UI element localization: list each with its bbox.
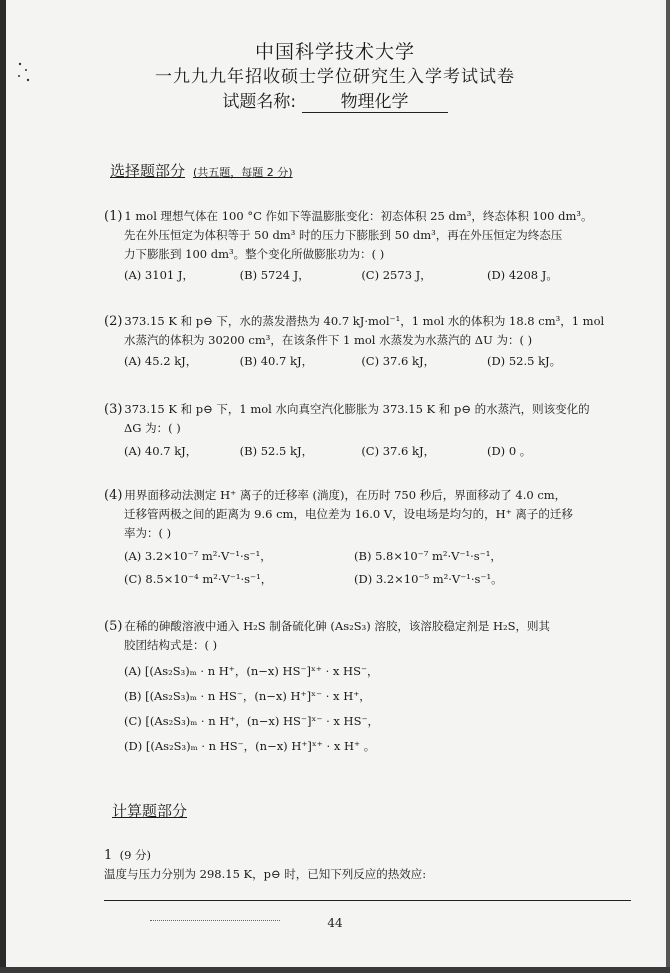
option-c: (C) 8.5×10⁻⁴ m²·V⁻¹·s⁻¹， bbox=[124, 572, 273, 586]
question-text-line: 率为：( ) bbox=[124, 526, 172, 540]
options-grid bbox=[104, 547, 652, 589]
question-1 bbox=[104, 207, 652, 285]
section-choice-label: 选择题部分 bbox=[110, 162, 186, 180]
exam-title: 一九九九年招收硕士学位研究生入学考试试卷 bbox=[155, 67, 515, 87]
question-text-line: 在稀的砷酸溶液中通入 H₂S 制备硫化砷 (As₂S₃) 溶胶，该溶胶稳定剂是 H₂S，则其 bbox=[124, 619, 551, 633]
question-4 bbox=[104, 486, 652, 589]
option-d: (D) 52.5 kJ。 bbox=[486, 354, 562, 368]
question-text-line: 水蒸汽的体积为 30200 cm³，在该条件下 1 mol 水蒸发为水蒸汽的 ΔU 为：( ) bbox=[124, 333, 533, 347]
option-d: (D) 3.2×10⁻⁵ m²·V⁻¹·s⁻¹。 bbox=[354, 572, 503, 586]
option-b: (B) 52.5 kJ， bbox=[239, 444, 314, 458]
option-b: (B) [(As₂S₃)ₘ · n HS⁻，(n−x) H⁺]ˣ⁻ · x H⁺， bbox=[124, 689, 371, 703]
question-text-line: 1 mol 理想气体在 100 °C 作如下等温膨胀变化：初态体积 25 dm³，终态体积 100 dm³。 bbox=[124, 209, 593, 223]
option-a: (A) [(As₂S₃)ₘ · n H⁺，(n−x) HS⁻]ˣ⁺ · x HS⁻， bbox=[124, 664, 379, 678]
question-2 bbox=[104, 312, 652, 371]
section-choice-title bbox=[110, 160, 293, 181]
calc-number: 1 bbox=[104, 848, 113, 863]
calc-text-line: 温度与压力分别为 298.15 K，p⊖ 时，已知下列反应的热效应: bbox=[104, 867, 427, 881]
question-number: (2) bbox=[104, 314, 123, 329]
option-a: (A) 40.7 kJ， bbox=[124, 444, 198, 458]
option-c: (C) 2573 J， bbox=[361, 268, 432, 282]
option-d: (D) 4208 J。 bbox=[486, 268, 558, 282]
exam-header bbox=[0, 40, 670, 114]
question-number: (4) bbox=[104, 488, 123, 503]
options-list bbox=[104, 659, 652, 759]
option-b: (B) 5724 J， bbox=[239, 268, 310, 282]
scan-edge-right bbox=[666, 0, 670, 973]
subject-label: 试题名称: bbox=[222, 92, 297, 112]
university-name: 中国科学技术大学 bbox=[254, 41, 415, 63]
option-b: (B) 40.7 kJ， bbox=[239, 354, 314, 368]
scan-edge-bottom bbox=[0, 967, 670, 973]
subject-name: 物理化学 bbox=[302, 92, 448, 113]
section-choice-note: (共五题，每题 2 分) bbox=[193, 166, 293, 179]
option-a: (A) 3101 J， bbox=[124, 268, 194, 282]
option-a: (A) 45.2 kJ， bbox=[124, 354, 198, 368]
question-text-line: 373.15 K 和 p⊖ 下，水的蒸发潜热为 40.7 kJ·mol⁻¹，1 mol 水的体积为 18.8 cm³，1 mol bbox=[124, 314, 605, 328]
question-number: (1) bbox=[104, 209, 123, 224]
options-row bbox=[104, 352, 652, 371]
question-text-line: 用界面移动法测定 H⁺ 离子的迁移率 (淌度)，在历时 750 秒后，界面移动了 4.0 cm， bbox=[124, 488, 567, 502]
option-c: (C) [(As₂S₃)ₘ · n H⁺，(n−x) HS⁻]ˣ⁻ · x HS⁻， bbox=[124, 714, 380, 728]
question-text-line: 迁移管两极之间的距离为 9.6 cm，电位差为 16.0 V，设电场是均匀的，H⁺ 离子的迁移 bbox=[124, 507, 573, 521]
options-row bbox=[104, 442, 652, 461]
question-text-line: 力下膨胀到 100 dm³。整个变化所做膨胀功为：( ) bbox=[124, 247, 385, 261]
calc-question-1 bbox=[104, 846, 652, 884]
question-5 bbox=[104, 617, 652, 759]
question-3 bbox=[104, 400, 652, 461]
footer-rule bbox=[104, 900, 631, 901]
option-d: (D) [(As₂S₃)ₘ · n HS⁻，(n−x) H⁺]ˣ⁺ · x H⁺ 。 bbox=[124, 739, 376, 753]
question-text-line: 胶团结构式是：( ) bbox=[124, 638, 218, 652]
calc-points: (9 分) bbox=[119, 848, 152, 862]
question-number: (3) bbox=[104, 402, 123, 417]
page-number: 44 bbox=[327, 916, 343, 930]
section-calc-title: 计算题部分 bbox=[112, 802, 188, 820]
question-number: (5) bbox=[104, 619, 123, 634]
option-c: (C) 37.6 kJ， bbox=[361, 444, 436, 458]
option-b: (B) 5.8×10⁻⁷ m²·V⁻¹·s⁻¹， bbox=[354, 549, 502, 563]
option-a: (A) 3.2×10⁻⁷ m²·V⁻¹·s⁻¹， bbox=[124, 549, 272, 563]
option-c: (C) 37.6 kJ， bbox=[361, 354, 436, 368]
question-text-line: 373.15 K 和 p⊖ 下，1 mol 水向真空汽化膨胀为 373.15 K 和 p⊖ 的水蒸汽，则该变化的 bbox=[124, 402, 590, 416]
question-text-line: 先在外压恒定为体积等于 50 dm³ 时的压力下膨胀到 50 dm³，再在外压恒定为终态压 bbox=[124, 228, 563, 242]
subject-line bbox=[0, 90, 670, 114]
option-d: (D) 0 。 bbox=[486, 444, 532, 458]
options-row bbox=[104, 266, 652, 285]
question-text-line: ΔG 为：( ) bbox=[124, 421, 181, 435]
scan-edge-left bbox=[0, 0, 6, 973]
